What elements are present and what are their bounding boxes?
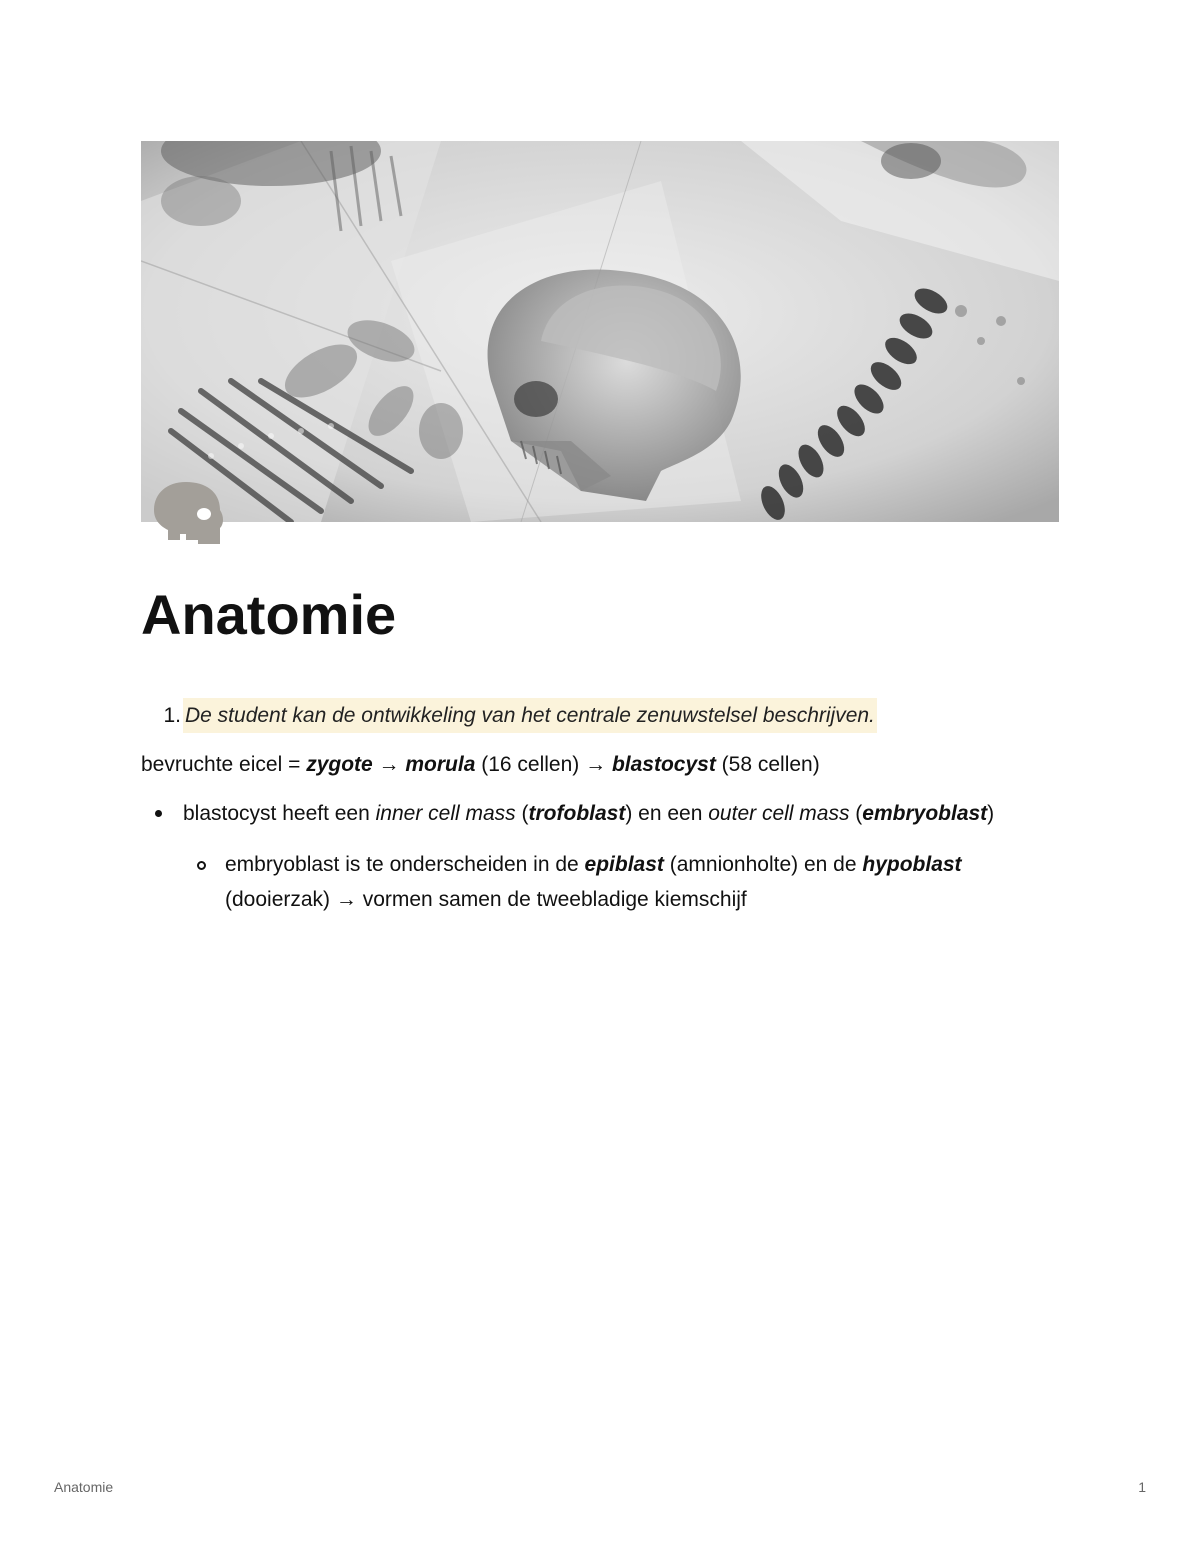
bullet-item-blastocyst xyxy=(141,796,1059,831)
text-segment: ( xyxy=(515,802,529,825)
bullet-text xyxy=(225,847,1059,917)
text-segment: (58 cellen) xyxy=(715,753,820,776)
numbered-list-item xyxy=(141,698,1059,733)
term-hypoblast: hypoblast xyxy=(862,853,962,876)
skull-icon xyxy=(150,478,230,548)
text-segment: ) en een xyxy=(625,802,709,825)
term-zygote: zygote xyxy=(306,753,373,776)
term-epiblast: epiblast xyxy=(584,853,664,876)
term-embryoblast: embryoblast xyxy=(862,802,988,825)
term-outer-cell-mass: outer cell mass xyxy=(708,802,850,825)
anatomy-sketch-cover-image xyxy=(141,141,1059,522)
text-segment: bevruchte eicel = xyxy=(141,753,307,776)
bullet-item-embryoblast xyxy=(141,847,1059,917)
paragraph-development-chain xyxy=(141,747,1059,782)
page-title: Anatomie xyxy=(141,583,397,646)
footer-page-number: 1 xyxy=(1138,1479,1146,1495)
text-segment: embryoblast is te onderscheiden in de xyxy=(225,853,585,876)
cover-image xyxy=(141,141,1059,522)
term-blastocyst: blastocyst xyxy=(611,753,716,776)
bullet-dot-icon xyxy=(149,796,183,831)
highlighted-learning-goal: De student kan de ontwikkeling van het centrale zenuwstelsel beschrijven. xyxy=(183,698,877,733)
text-segment: ( xyxy=(849,802,863,825)
text-segment: → xyxy=(372,753,406,776)
text-segment: (16 cellen) → xyxy=(475,753,612,776)
bullet-text xyxy=(183,796,1059,831)
term-trofoblast: trofoblast xyxy=(528,802,626,825)
bullet-ring-icon xyxy=(191,847,225,882)
footer-document-title: Anatomie xyxy=(54,1479,114,1495)
list-number: 1. xyxy=(163,704,181,727)
text-segment: (dooierzak) → vormen samen de tweebladige kiemschijf xyxy=(225,888,747,911)
page-content xyxy=(141,698,1059,933)
text-segment: blastocyst heeft een xyxy=(183,802,376,825)
term-morula: morula xyxy=(405,753,476,776)
term-inner-cell-mass: inner cell mass xyxy=(375,802,516,825)
text-segment: (amnionholte) en de xyxy=(663,853,863,876)
text-segment: ) xyxy=(987,802,995,825)
